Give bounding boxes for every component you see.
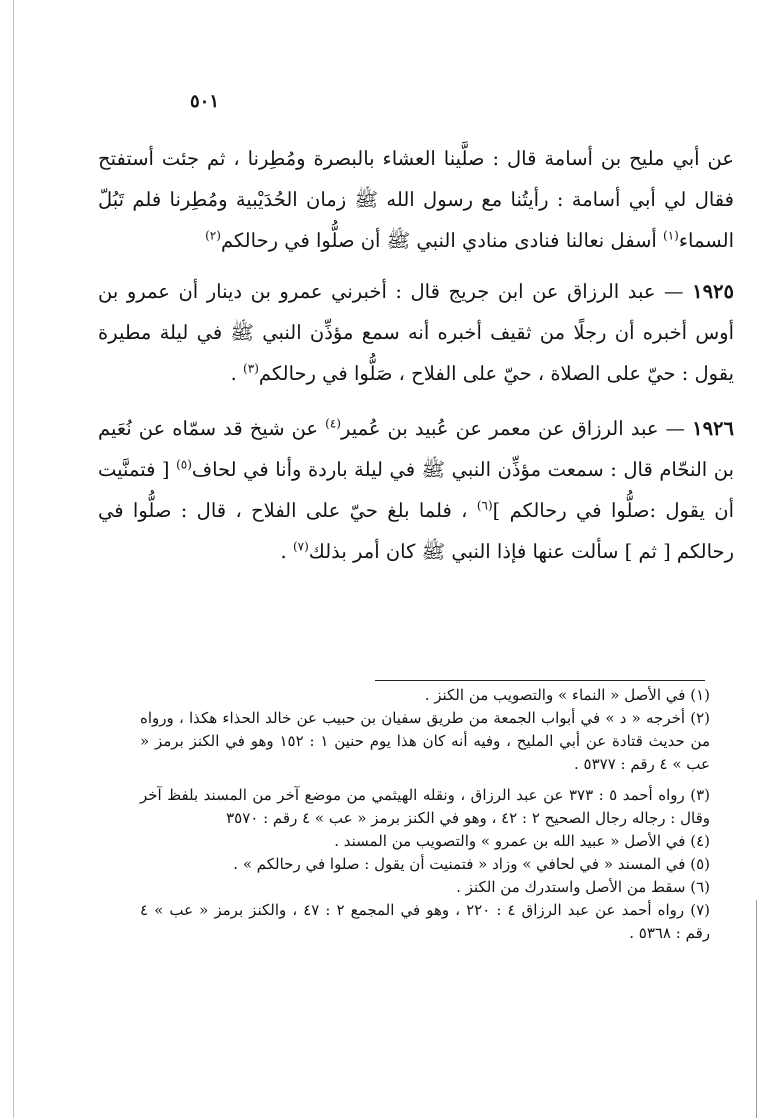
opening-text-b: أسفل نعالنا فنادى منادي النبي ﷺ أن صلُّوا في رحالكم (220, 229, 664, 252)
footnote-mark-2: (٢) (205, 228, 221, 243)
hadith-1926 (98, 408, 734, 572)
footnote-4: (٤) في الأصل « عبيد الله بن عمرو » والتصويب من المسند . (334, 832, 710, 850)
opening-text: عن أبي مليح بن أسامة قال : صلَّينا العشاء بالبصرة ومُطِرنا ، ثم جئت أستفتح فقال لي أبي أسامة : رأيتُنا مع رسول الله ﷺ زمان الحُدَيْبية ومُطِرنا فلم تَبُلّ السماء (98, 147, 734, 252)
hadith-1925-end: . (230, 362, 244, 385)
footnote-mark-4: (٤) (325, 416, 341, 431)
hadith-number-1926: ١٩٢٦ (692, 417, 734, 440)
main-text (98, 138, 734, 572)
hadith-1926-text-a: — عبد الرزاق عن معمر عن عُبيد بن عُمير (340, 417, 693, 440)
footnote-mark-3: (٣) (243, 361, 259, 376)
opening-paragraph (98, 138, 734, 261)
footnote-7: (٧) رواه أحمد عن عبد الرزاق ٤ : ٢٢٠ ، وهو في المجمع ٢ : ٤٧ ، والكنز برمز « عب » ٤ رقم : ٥٣٦٨ . (140, 901, 710, 942)
footnote-5: (٥) في المسند « في لحافي » وزاد « فتمنيت أن يقول : صلوا في رحالكم » . (233, 855, 710, 873)
page-number: ٥٠١ (190, 91, 220, 112)
footnote-3: (٣) رواه أحمد ٥ : ٣٧٣ عن عبد الرزاق ، ونقله الهيثمي من موضع آخر من المسند بلفظ آخر وقال : رجاله رجال الصحيح ٢ : ٤٢ ، وهو في الكنز برمز « عب » ٤ رقم : ٣٥٧٠ (140, 786, 710, 827)
hadith-1926-text-b: عن شيخ قد سمّاه عن نُعَيم بن النحّام قال : سمعت مؤذِّن النبي ﷺ في ليلة باردة وأنا في لحاف (98, 417, 734, 481)
footnote-mark-5: (٥) (176, 457, 192, 472)
hadith-1925 (98, 271, 734, 394)
page-edge-left (13, 0, 14, 1118)
hadith-1925-text: — عبد الرزاق عن ابن جريج قال : أخبرني عمرو بن دينار أن عمرو بن أوس أخبره أن رجلًا من ثقيف أخبره أنه سمع مؤذِّن النبي ﷺ في ليلة مطيرة يقول : حيّ على الصلاة ، حيّ على الفلاح ، صَلُّوا في رحالكم (98, 280, 734, 385)
hadith-number-1925: ١٩٢٥ (692, 280, 734, 303)
hadith-1926-text-c: [ فتمنَّيت أن يقول :صلُّوا في رحالكم ] (98, 458, 735, 522)
hadith-1926-end: . (280, 540, 293, 563)
footnote-2: (٢) أخرجه « د » في أبواب الجمعة من طريق سفيان بن حبيب عن خالد الحذاء هكذا ، ورواه من حديث قتادة عن أبي المليح ، وفيه أنه كان هذا يوم حنين ١ : ١٥٢ وهو في الكنز برمز « عب » ٤ رقم : ٥٣٧٧ . (140, 709, 711, 773)
footnote-mark-6: (٦) (476, 498, 493, 513)
footnote-mark-7: (٧) (292, 539, 309, 554)
footnote-1: (١) في الأصل « النماء » والتصويب من الكنز . (424, 686, 710, 704)
hadith-1926-text-d: ، فلما بلغ حيّ على الفلاح ، قال : صلُّوا في رحالكم [ ثم ] سألت عنها فإذا النبي ﷺ كان أمر بذلك (98, 499, 734, 563)
footnote-mark-1: (١) (663, 228, 679, 243)
page-edge-right (756, 900, 757, 1118)
footnote-6: (٦) سقط من الأصل واستدرك من الكنز . (456, 878, 710, 896)
footnote-separator (375, 680, 705, 681)
footnotes (140, 684, 710, 945)
